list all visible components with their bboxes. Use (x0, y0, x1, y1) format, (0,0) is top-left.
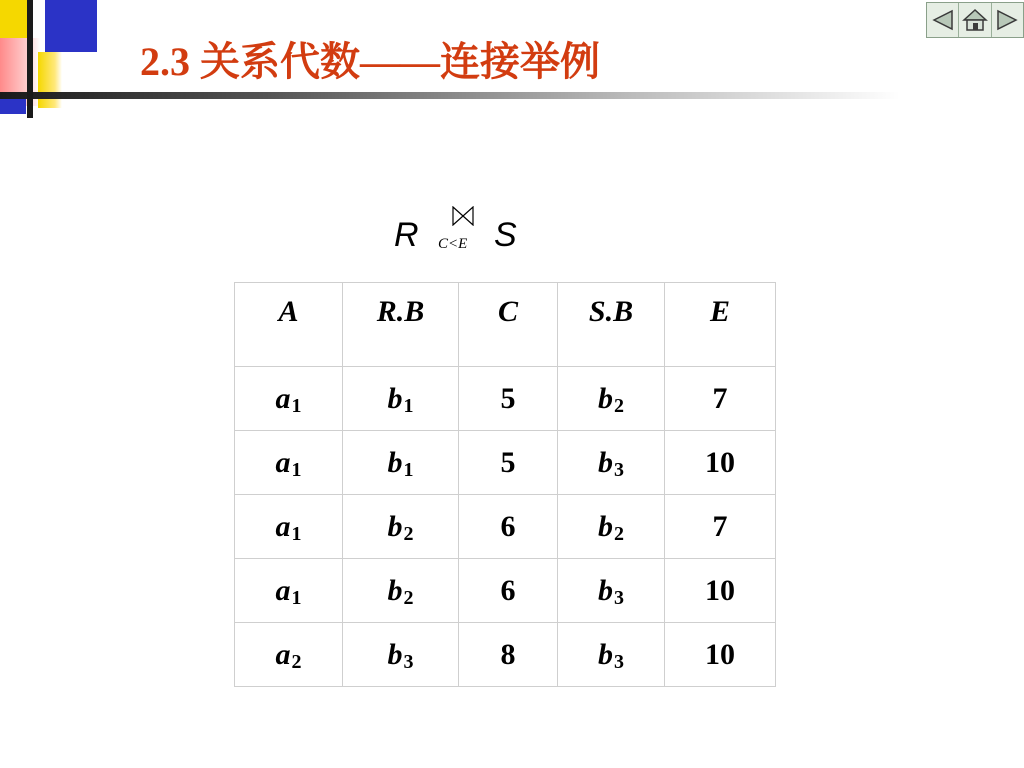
cell-subscript: 2 (614, 522, 624, 545)
cell-subscript: 1 (291, 522, 302, 545)
decor-yellow-block (0, 0, 30, 40)
cell-subscript: 1 (291, 586, 302, 609)
table-cell (665, 431, 776, 495)
table-cell (665, 623, 776, 687)
cell-subscript: 3 (403, 650, 414, 673)
decor-yellow-gradient-block (38, 52, 62, 108)
table-cell (665, 559, 776, 623)
column-header: E (665, 283, 776, 367)
table-cell (343, 367, 459, 431)
table-row (235, 367, 776, 431)
table-cell (558, 559, 665, 623)
table-row (235, 623, 776, 687)
cell-subscript: 2 (291, 650, 302, 673)
table-cell (343, 495, 459, 559)
cell-value: 7 (712, 381, 728, 415)
table-cell (235, 367, 343, 431)
home-icon (962, 8, 988, 32)
column-header: C (459, 283, 558, 367)
cell-subscript: 1 (291, 394, 302, 417)
cell-value: b (598, 573, 613, 607)
slide-navigation (926, 2, 1024, 38)
table-cell (665, 367, 776, 431)
table-cell (343, 623, 459, 687)
table-cell (459, 559, 558, 623)
join-bowtie-icon (452, 206, 474, 226)
cell-value: a (275, 637, 291, 671)
table-cell (459, 495, 558, 559)
cell-value: b (598, 381, 613, 415)
cell-value: 10 (705, 573, 735, 607)
column-header: S.B (558, 283, 665, 367)
decor-vertical-line (27, 0, 33, 118)
cell-subscript: 2 (614, 394, 624, 417)
column-header: A (235, 283, 343, 367)
cell-value: 10 (705, 445, 735, 479)
table-cell (558, 495, 665, 559)
table-row (235, 431, 776, 495)
table-cell (235, 559, 343, 623)
arrow-left-icon (931, 9, 955, 31)
table-row (235, 559, 776, 623)
cell-value: b (598, 445, 613, 479)
table-cell (558, 623, 665, 687)
cell-value: a (275, 509, 291, 543)
table-header-row (235, 283, 776, 367)
table-cell (459, 623, 558, 687)
formula-left-relation: R (394, 216, 419, 254)
cell-value: b (387, 509, 403, 543)
join-formula (394, 206, 534, 266)
formula-right-relation: S (494, 216, 517, 254)
table-cell (558, 431, 665, 495)
cell-value: a (275, 381, 291, 415)
cell-value: b (598, 637, 613, 671)
table-cell (235, 431, 343, 495)
cell-value: 5 (500, 445, 516, 479)
cell-value: 5 (500, 381, 516, 415)
decor-blue-block (45, 0, 97, 52)
cell-subscript: 1 (291, 458, 302, 481)
table-cell (343, 431, 459, 495)
cell-subscript: 3 (614, 650, 624, 673)
slide-title: 2.3 关系代数——连接举例 (140, 39, 600, 84)
title-underline (0, 92, 900, 99)
next-button[interactable] (992, 3, 1023, 37)
cell-value: b (387, 637, 403, 671)
table-cell (665, 495, 776, 559)
table-cell (459, 367, 558, 431)
cell-value: a (275, 573, 291, 607)
cell-value: 7 (712, 509, 728, 543)
cell-value: a (275, 445, 291, 479)
cell-value: 6 (500, 509, 516, 543)
join-condition: C<E (438, 236, 468, 252)
column-header: R.B (343, 283, 459, 367)
join-result-table (234, 282, 776, 687)
cell-value: 8 (500, 637, 516, 671)
table-cell (459, 431, 558, 495)
previous-button[interactable] (927, 3, 959, 37)
home-button[interactable] (959, 3, 991, 37)
table-cell (558, 367, 665, 431)
cell-value: 6 (500, 573, 516, 607)
cell-value: b (598, 509, 613, 543)
cell-subscript: 2 (403, 522, 414, 545)
table-cell (235, 495, 343, 559)
cell-subscript: 1 (403, 394, 414, 417)
cell-subscript: 3 (614, 458, 624, 481)
table-cell (343, 559, 459, 623)
cell-value: b (387, 573, 403, 607)
cell-subscript: 2 (403, 586, 414, 609)
cell-value: b (387, 381, 403, 415)
arrow-right-icon (995, 9, 1019, 31)
cell-value: 10 (705, 637, 735, 671)
cell-subscript: 3 (614, 586, 624, 609)
cell-subscript: 1 (403, 458, 414, 481)
cell-value: b (387, 445, 403, 479)
table-row (235, 495, 776, 559)
table-cell (235, 623, 343, 687)
